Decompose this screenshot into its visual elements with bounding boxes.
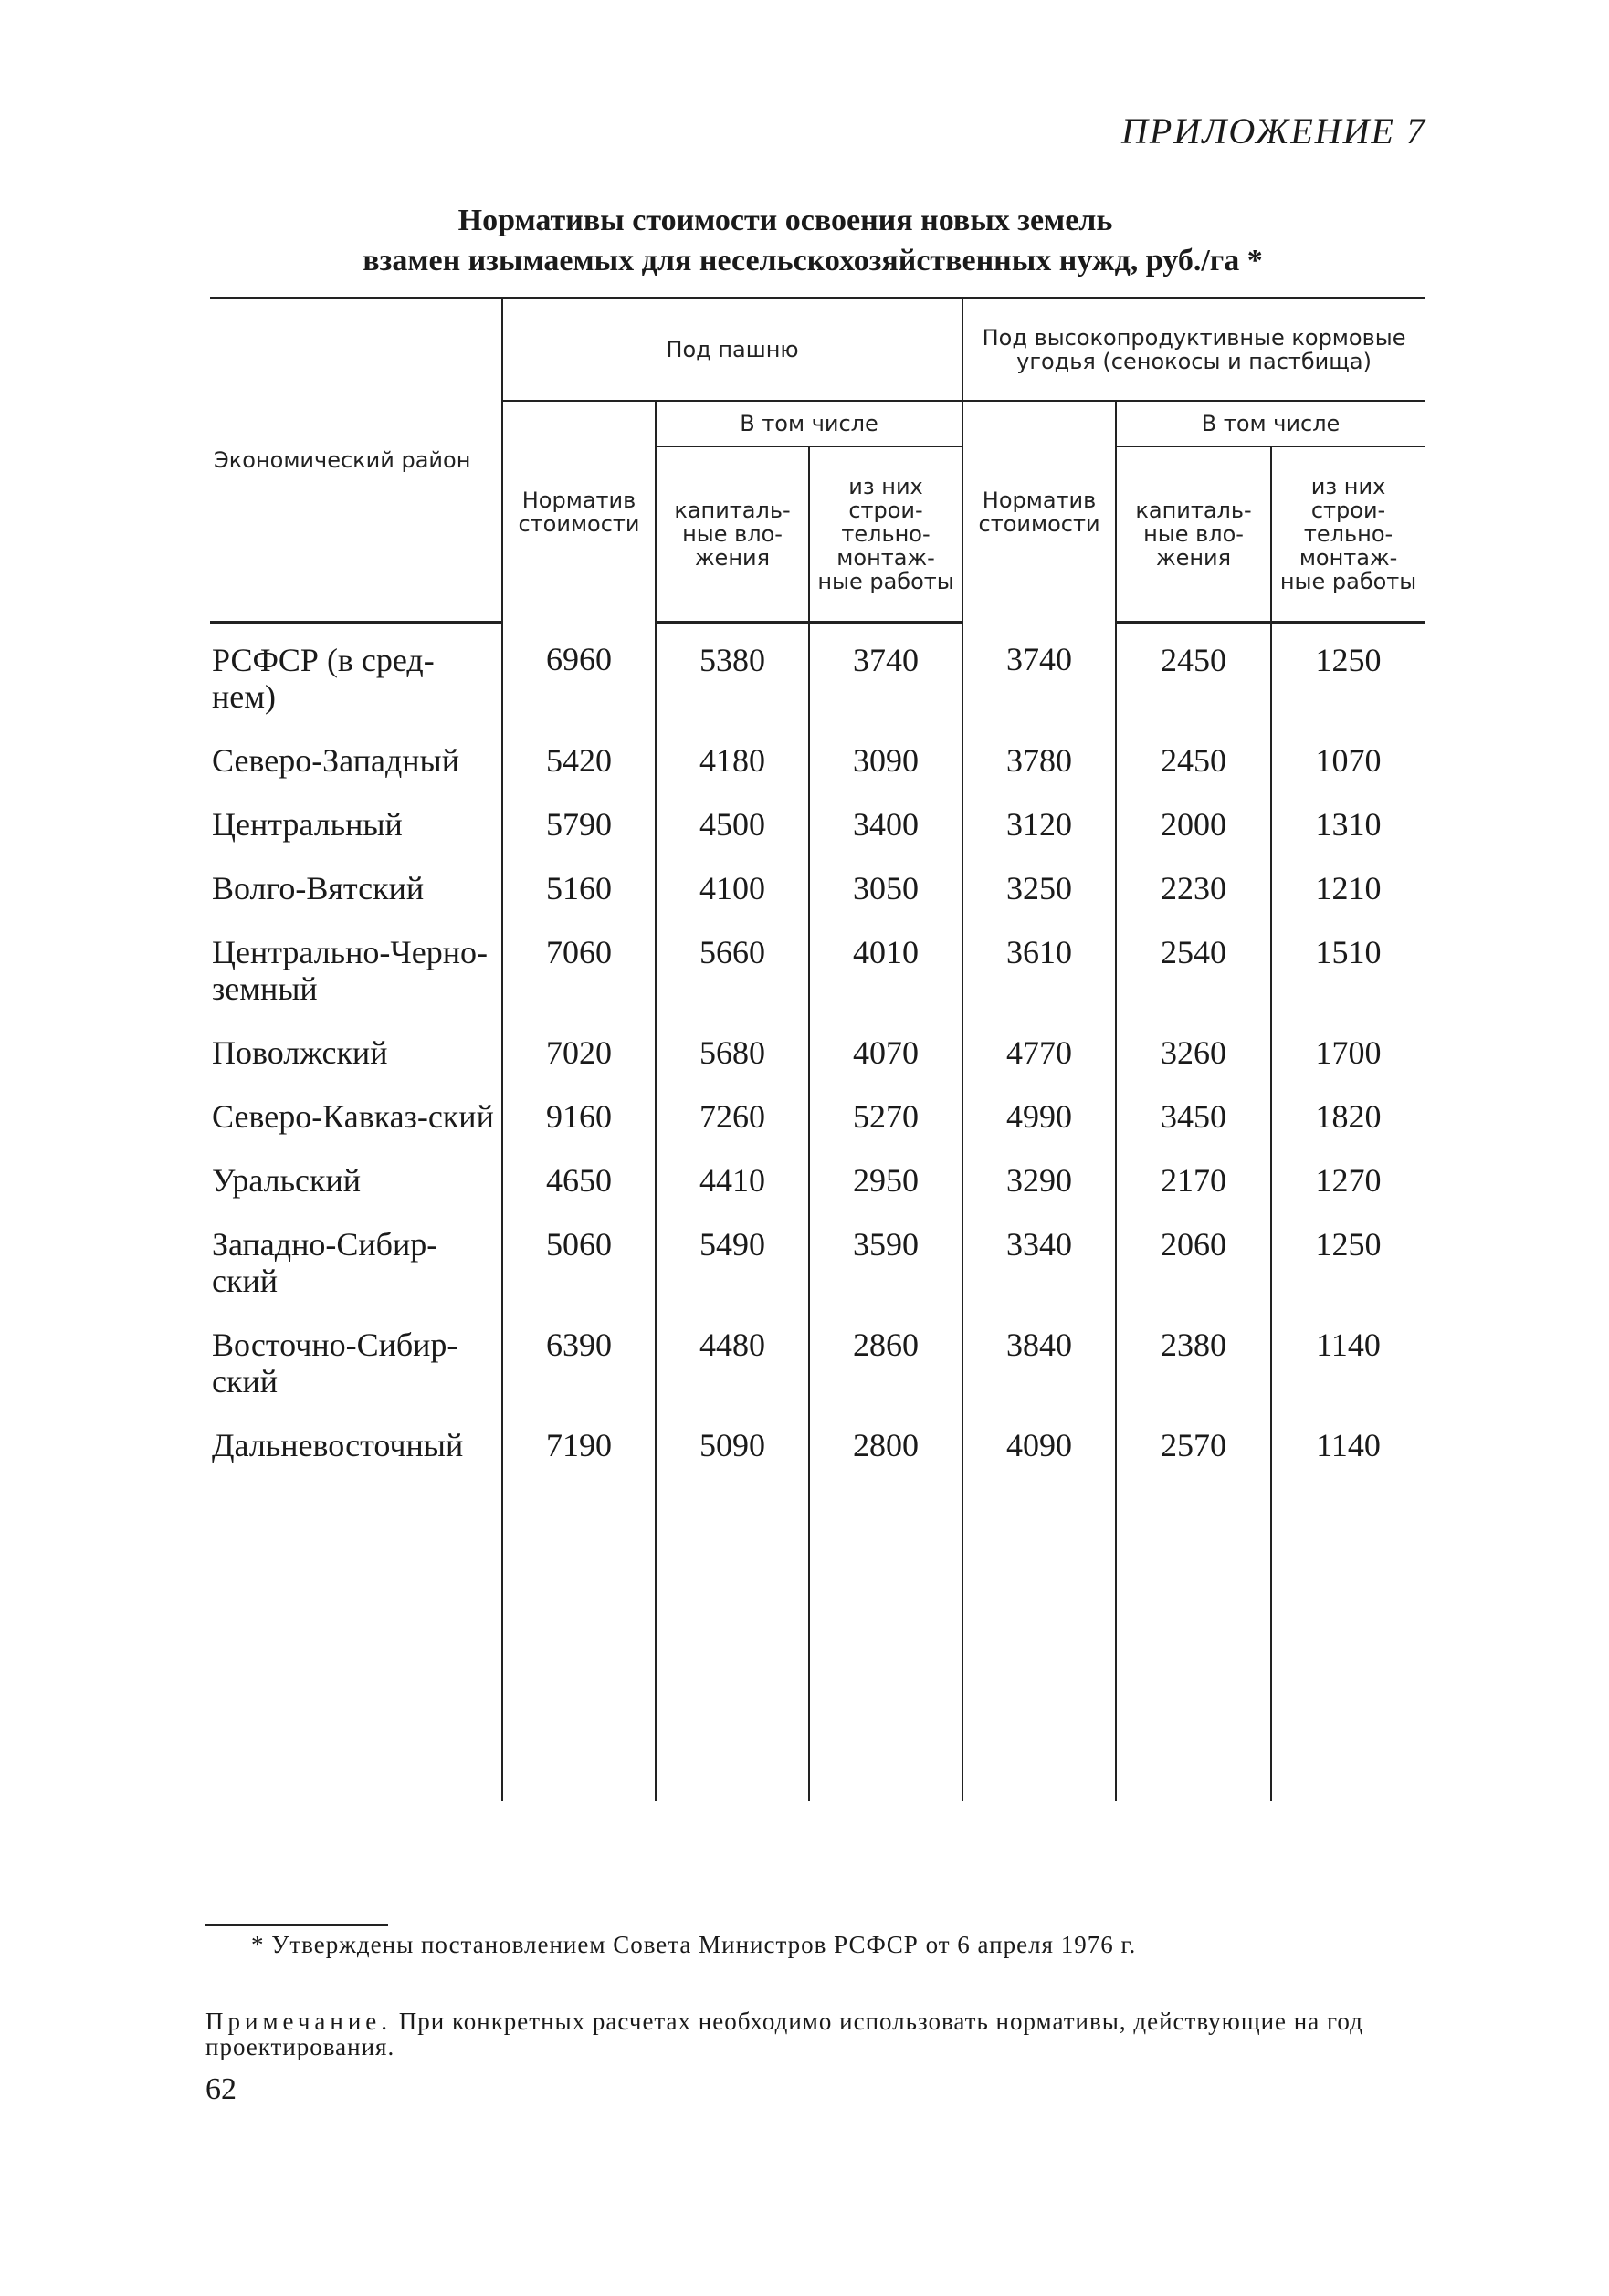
arable-norm-value: 5790 — [502, 788, 656, 852]
pasture-construction-value: 1070 — [1271, 724, 1425, 788]
pasture-capital-header: капиталь-ные вло-жения — [1116, 446, 1271, 623]
pasture-construction-header: из них строи-тельно-монтаж-ные работы — [1271, 446, 1425, 623]
arable-norm-value: 5160 — [502, 852, 656, 916]
region-name: Поволжский — [212, 1034, 388, 1071]
arable-norm-value: 6390 — [502, 1308, 656, 1409]
page-number: 62 — [205, 2072, 237, 2106]
pasture-construction-value: 1210 — [1271, 852, 1425, 916]
region-name: Центральный — [212, 806, 403, 843]
table-row — [210, 852, 1425, 916]
pasture-construction-value: 1700 — [1271, 1016, 1425, 1080]
table-row — [210, 1016, 1425, 1080]
arable-capital-value: 5680 — [656, 1016, 809, 1080]
arable-norm-value: 4650 — [502, 1144, 656, 1208]
title-line-2: взамен изымаемых для несельскохозяйственных нужд, руб./га * — [363, 244, 1263, 278]
table-row — [210, 788, 1425, 852]
region-name: Северо-Кавказ-ский — [212, 1098, 494, 1135]
region-name: Дальневосточный — [212, 1427, 464, 1463]
table-row — [210, 1208, 1425, 1308]
pasture-capital-value: 2380 — [1116, 1308, 1271, 1409]
arable-norm-value: 7020 — [502, 1016, 656, 1080]
pasture-construction-value: 1270 — [1271, 1144, 1425, 1208]
arable-construction-value: 3090 — [809, 724, 962, 788]
arable-construction-value: 2950 — [809, 1144, 962, 1208]
footnote-rule — [205, 1924, 388, 1926]
pasture-capital-value: 2000 — [1116, 788, 1271, 852]
arable-capital-value: 5660 — [656, 916, 809, 1016]
region-name: Северо-Западный — [212, 742, 460, 779]
footnote: * Утверждены постановлением Совета Министров РСФСР от 6 апреля 1976 г. — [251, 1931, 1137, 1958]
table-row — [210, 1409, 1425, 1801]
arable-including-header: В том числе — [656, 401, 962, 446]
note-label: Примечание. — [205, 2008, 393, 2035]
norms-table-container — [210, 297, 1425, 1801]
appendix-label: ПРИЛОЖЕНИЕ 7 — [1121, 110, 1426, 152]
arable-construction-value: 3740 — [809, 623, 962, 725]
arable-norm-value: 7190 — [502, 1409, 656, 1801]
arable-construction-value: 4010 — [809, 916, 962, 1016]
pasture-norm-value: 3740 — [962, 623, 1116, 725]
region-name: Восточно-Сибир-ский — [212, 1326, 458, 1400]
table-row — [210, 724, 1425, 788]
arable-norm-header: Норматив стоимости — [502, 401, 656, 623]
pasture-capital-value: 2570 — [1116, 1409, 1271, 1801]
arable-capital-value: 4180 — [656, 724, 809, 788]
pasture-norm-value: 3250 — [962, 852, 1116, 916]
arable-construction-value: 2800 — [809, 1409, 962, 1801]
table-row — [210, 1080, 1425, 1144]
region-name: Западно-Сибир-ский — [212, 1226, 438, 1299]
pasture-capital-value: 3260 — [1116, 1016, 1271, 1080]
pasture-capital-value: 2230 — [1116, 852, 1271, 916]
note-text: При конкретных расчетах необходимо использовать нормативы, действующие на год проектирования. — [205, 2008, 1363, 2060]
pasture-norm-header: Норматив стоимости — [962, 401, 1116, 623]
table-row — [210, 916, 1425, 1016]
pasture-norm-value: 3610 — [962, 916, 1116, 1016]
arable-construction-header: из них строи-тельно-монтаж-ные работы — [809, 446, 962, 623]
region-column-header: Экономический район — [210, 299, 502, 623]
arable-norm-value: 6960 — [502, 623, 656, 725]
pasture-capital-value: 2540 — [1116, 916, 1271, 1016]
arable-capital-value: 5090 — [656, 1409, 809, 1801]
arable-capital-value: 7260 — [656, 1080, 809, 1144]
table-row — [210, 1308, 1425, 1409]
pasture-capital-value: 2060 — [1116, 1208, 1271, 1308]
arable-norm-value: 5060 — [502, 1208, 656, 1308]
table-row — [210, 623, 1425, 725]
arable-construction-value: 4070 — [809, 1016, 962, 1080]
pasture-construction-value: 1310 — [1271, 788, 1425, 852]
pasture-construction-value: 1250 — [1271, 1208, 1425, 1308]
pasture-norm-value: 4090 — [962, 1409, 1116, 1801]
region-name: Центрально-Черно-земный — [212, 934, 488, 1007]
arable-capital-value: 5380 — [656, 623, 809, 725]
pasture-norm-value: 3840 — [962, 1308, 1116, 1409]
arable-capital-value: 5490 — [656, 1208, 809, 1308]
region-name: Уральский — [212, 1162, 362, 1199]
arable-norm-value: 5420 — [502, 724, 656, 788]
pasture-capital-value: 2450 — [1116, 623, 1271, 725]
region-name: Волго-Вятский — [212, 870, 425, 907]
pasture-construction-value: 1140 — [1271, 1409, 1425, 1801]
pasture-norm-value: 3780 — [962, 724, 1116, 788]
pasture-construction-value: 1250 — [1271, 623, 1425, 725]
arable-construction-value: 3590 — [809, 1208, 962, 1308]
pasture-norm-value: 3340 — [962, 1208, 1116, 1308]
pasture-capital-value: 2170 — [1116, 1144, 1271, 1208]
arable-norm-value: 7060 — [502, 916, 656, 1016]
pasture-including-header: В том числе — [1116, 401, 1425, 446]
arable-capital-header: капиталь-ные вло-жения — [656, 446, 809, 623]
arable-norm-value: 9160 — [502, 1080, 656, 1144]
arable-construction-value: 2860 — [809, 1308, 962, 1409]
norms-table — [210, 297, 1425, 1801]
table-row — [210, 1144, 1425, 1208]
pasture-capital-value: 2450 — [1116, 724, 1271, 788]
arable-capital-value: 4480 — [656, 1308, 809, 1409]
arable-capital-value: 4410 — [656, 1144, 809, 1208]
arable-capital-value: 4100 — [656, 852, 809, 916]
arable-construction-value: 3400 — [809, 788, 962, 852]
pasture-construction-value: 1140 — [1271, 1308, 1425, 1409]
pasture-norm-value: 3290 — [962, 1144, 1116, 1208]
arable-construction-value: 3050 — [809, 852, 962, 916]
arable-construction-value: 5270 — [809, 1080, 962, 1144]
title-line-1: Нормативы стоимости освоения новых земель — [457, 204, 1113, 237]
arable-capital-value: 4500 — [656, 788, 809, 852]
region-name: РСФСР (в сред-нем) — [212, 642, 435, 715]
pasture-norm-value: 4990 — [962, 1080, 1116, 1144]
pasture-norm-value: 4770 — [962, 1016, 1116, 1080]
pasture-construction-value: 1820 — [1271, 1080, 1425, 1144]
pasture-capital-value: 3450 — [1116, 1080, 1271, 1144]
arable-group-header: Под пашню — [502, 299, 962, 402]
pasture-construction-value: 1510 — [1271, 916, 1425, 1016]
note — [205, 2008, 1429, 2060]
pasture-group-header: Под высокопродуктивные кормовые угодья (сенокосы и пастбища) — [962, 299, 1425, 402]
page-title — [210, 201, 1415, 281]
pasture-norm-value: 3120 — [962, 788, 1116, 852]
